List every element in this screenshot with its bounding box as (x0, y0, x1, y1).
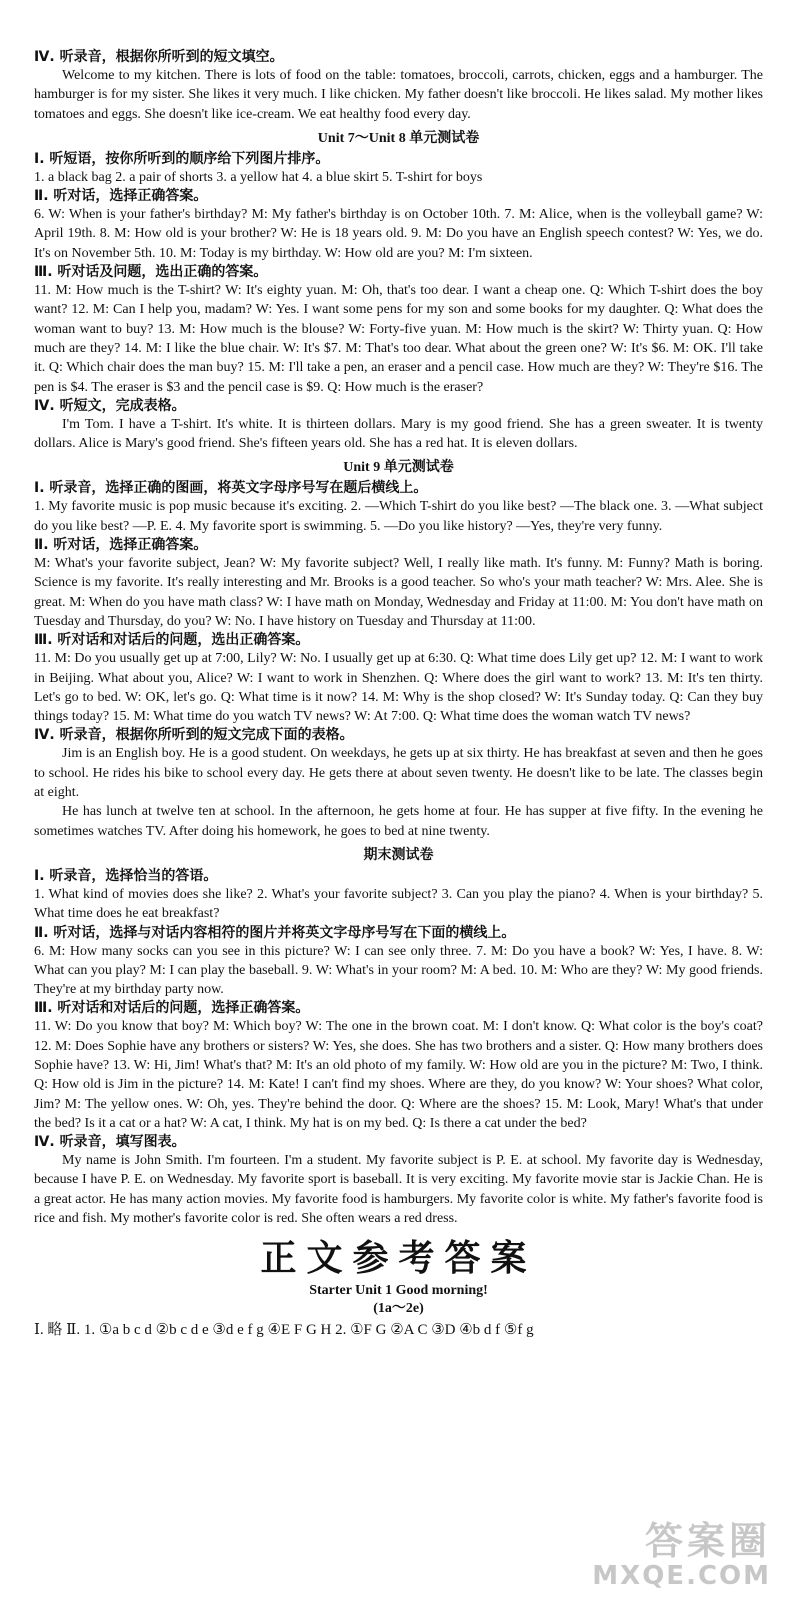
section-heading: Ⅱ. 听对话，选择正确答案。 (34, 188, 208, 205)
passage-text: 1. What kind of movies does she like? 2. What's your favorite subject? 3. Can you play the piano? 4. When is your birthday? 5. What time does he eat breakfast? (34, 886, 763, 922)
passage-text: M: What's your favorite subject, Jean? W: My favorite subject? Well, I really like math. It's funny. M: Funny? Math is boring. Science is my favorite. It's really interesting and Mr. Brooks is a good teacher. So who's your math teacher? W: Mrs. Alee. She is great. M: When do you have math class? W: I have math on Monday, Wednesday and Friday at 11:00. M: You don't have math on Tuesday and Thursday, do you? W: No. I have history on Tuesday and Thursday at 11:00. (34, 556, 763, 629)
section-kitchen (34, 48, 763, 124)
passage-text: 1. a black bag 2. a pair of shorts 3. a yellow hat 4. a blue skirt 5. T-shirt for boys (34, 169, 483, 185)
section-heading: Ⅱ. 听对话，选择与对话内容相符的图片并将英文字母序号写在下面的横线上。 (34, 924, 516, 941)
answers-unit-title: Starter Unit 1 Good morning! (309, 1283, 488, 1299)
section-heading: Ⅳ. 听录音，根据你所听到的短文填空。 (34, 49, 284, 65)
section-heading: Ⅰ. 听录音，选择正确的图画，将英文字母序号写在题后横线上。 (34, 480, 428, 497)
passage-text: He has lunch at twelve ten at school. In the afternoon, he gets home at four. He has supper at five fifty. In the evening he sometimes watches TV. After doing his homework, he goes to bed at nine twenty. (34, 804, 763, 839)
section-heading: Ⅲ. 听对话及问题，选出正确的答案。 (34, 264, 268, 281)
watermark-en: MXQE.COM (592, 1561, 771, 1591)
passage-text: 6. M: How many socks can you see in this picture? W: I can see only three. 7. M: Do you have a book? W: Yes, I have. 8. W: What can you play? M: I can play the baseball. 9. W: What's in your room? M: A bed. 10. M: Who are they? W: My good friends. They're at my birthday party now. (34, 943, 763, 998)
section-unit9 (34, 459, 763, 840)
section-heading: Ⅳ. 听录音，根据你所听到的短文完成下面的表格。 (34, 727, 354, 744)
passage-text: I'm Tom. I have a T-shirt. It's white. It is thirteen dollars. Mary is my good friend. She has a green sweater. It is twenty dollars. Alice is Mary's good friend. She's fifteen years old. She has a red hat. It is eleven dollars. (34, 416, 763, 452)
section-heading: Ⅱ. 听对话，选择正确答案。 (34, 537, 208, 554)
unit-title: Unit 7～Unit 8 单元测试卷 (317, 130, 480, 146)
passage-text: 1. My favorite music is pop music because it's exciting. 2. —Which T-shirt do you like best? —The black one. 3. —What subject do you like best? —P. E. 4. My favorite sport is swimming. 5. —Do you like history? —Yes, they're very funny. (34, 499, 763, 534)
unit-title: 期末测试卷 (363, 847, 434, 863)
section-final-exam (34, 847, 763, 1228)
passage-text: 11. M: Do you usually get up at 7:00, Lily? W: No. I usually get up at 6:30. Q: What time does Lily get up? 12. M: I want to work in Beijing. What about you, Alice? W: I want to work in Shenzhen. Q: Where does the girl want to work? 13. M: It's ten thirty. Let's go to bed. W: OK, let's go. Q: What time is it now? 14. M: Why is the shop closed? W: It's Sunday today. Q: Can they buy things today? 15. M: What time do you watch TV news? W: At 7:00. Q: What time does the woman watch TV news? (34, 651, 763, 725)
answers-range: (1a～2e) (373, 1301, 424, 1317)
answers-line: Ⅰ. 略 Ⅱ. 1. ①a b c d ②b c d e ③d e f g ④E F G H 2. ①F G ②A C ③D ④b d f ⑤f g (34, 1322, 534, 1339)
section-heading: Ⅳ. 听录音，填写图表。 (34, 1134, 186, 1151)
passage-text: Welcome to my kitchen. There is lots of food on the table: tomatoes, broccoli, carrots, chicken, eggs and a hamburger. The hamburger is for my sister. She likes it very much. I like chicken. My father doesn't like broccoli. He likes salad. My mother likes tomatoes and eggs. She doesn't like ice-cream. We eat healthy food every day. (34, 68, 763, 122)
passage-text: 11. M: How much is the T-shirt? W: It's eighty yuan. M: Oh, that's too dear. I want a cheap one. Q: Which T-shirt does the boy want? 12. M: Can I help you, madam? W: Yes. I want some pens for my son and some books for my daughter. Q: What does the woman want to buy? 13. M: How much is the blouse? W: Forty-five yuan. M: How much is the skirt? W: Thirty yuan. Q: How much are they? 14. M: I like the blue chair. W: It's $7. M: That's too dear. What about the green one? W: It's $6. M: OK. I'll take it. Q: Which chair does the man buy? 15. M: I'll take a pen, an eraser and a pencil case. How much are they? W: They're $16. The pen is $4. The eraser is $3 and the pencil case is $9. Q: How much is the eraser? (34, 283, 763, 395)
section-heading: Ⅳ. 听短文，完成表格。 (34, 397, 186, 414)
unit-title: Unit 9 单元测试卷 (343, 460, 454, 476)
passage-text: 11. W: Do you know that boy? M: Which boy? W: The one in the brown coat. M: I don't know. Q: What color is the boy's coat? 12. M: Does Sophie have any brothers or sisters? W: Yes, she does. She has two brothers and a sister. Q: How many brothers does Sophie have? 13. W: Hi, Jim! What's that? M: It's an old photo of my family. W: How old are you in the picture? M: Two, I think. Q: How old is Jim in the picture? 14. M: Kate! I can't find my shoes. Where are they, do you know? W: Your shoes? What color, Jim? M: The yellow ones. W: Oh, yes. They're behind the door. Q: Where are the shoes? 15. M: Look, Mary! What's that under the bed? Is it a cat or a hat? W: A cat, I think. My hat is on my bed. Q: Is there a cat under the bed? (34, 1019, 763, 1131)
watermark-cn: 答案圈 (644, 1519, 771, 1563)
answers-section (34, 1236, 763, 1340)
section-unit7-8 (34, 130, 763, 454)
passage-text: 6. W: When is your father's birthday? M: My father's birthday is on October 10th. 7. M: Alice, when is the volleyball game? W: April 19th. 8. M: How old is your brother? W: He is 18 years old. 9. M: Do you have an English speech contest? W: Yes, we do. It's on November 5th. 10. M: Today is my birthday. W: How old are you? M: I'm sixteen. (34, 207, 763, 261)
answers-title: 正文参考答案 (260, 1237, 537, 1280)
watermark-logo (592, 1520, 771, 1590)
section-heading: Ⅰ. 听录音，选择恰当的答语。 (34, 867, 218, 884)
section-heading: Ⅲ. 听对话和对话后的问题，选出正确答案。 (34, 632, 310, 649)
section-heading: Ⅲ. 听对话和对话后的问题，选择正确答案。 (34, 1000, 310, 1017)
passage-text: Jim is an English boy. He is a good student. On weekdays, he gets up at six thirty. He has breakfast at seven and then he goes to school. He rides his bike to school every day. He gets there at about seven twenty. He doesn't like to be late. The classes begin at eight. (34, 746, 763, 801)
section-heading: Ⅰ. 听短语，按你所听到的顺序给下列图片排序。 (34, 150, 330, 167)
passage-text: My name is John Smith. I'm fourteen. I'm a student. My favorite subject is P. E. at school. My favorite day is Wednesday, because I have P. E. on Wednesday. My favorite sport is baseball. It is very exciting. My favorite movie star is Jackie Chan. He is a great actor. He has many action movies. My favorite food is hamburgers. My favorite color is white. My father's favorite food is rice and fish. My mother's favorite color is red. She often wears a red dress. (34, 1153, 763, 1227)
